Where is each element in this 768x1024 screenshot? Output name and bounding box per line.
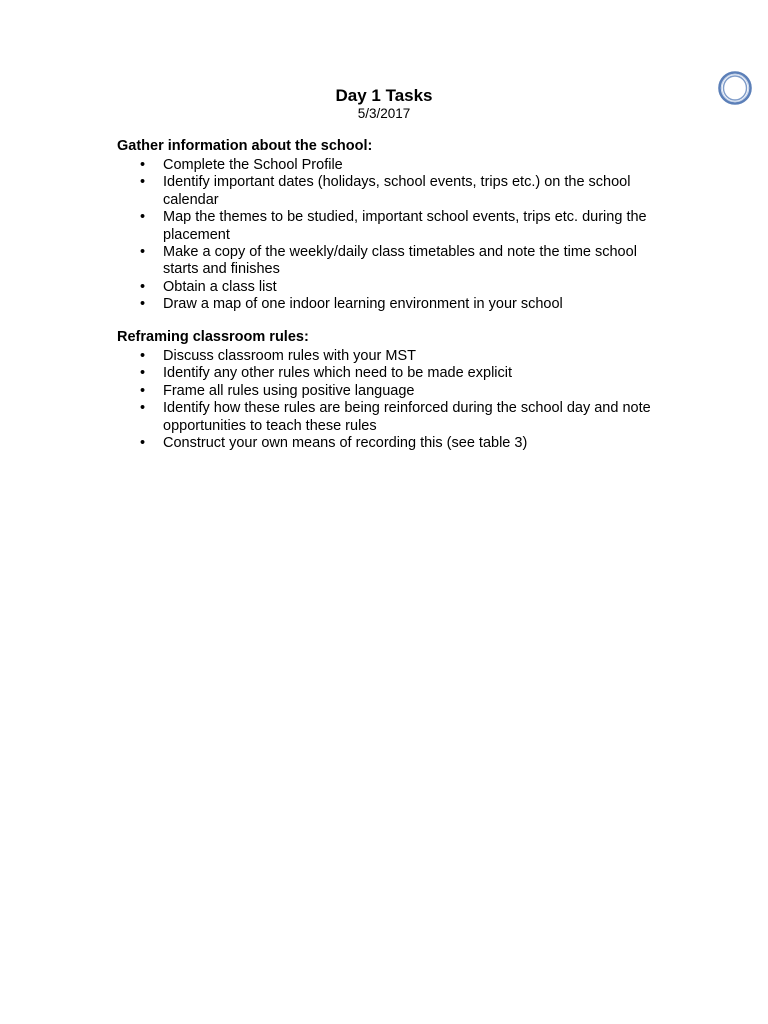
list-item-text: Frame all rules using positive language xyxy=(163,382,415,399)
list-item-text: Identify important dates (holidays, school events, trips etc.) on the school calendar xyxy=(163,174,631,208)
bullet: • xyxy=(140,348,146,364)
bullet: • xyxy=(140,400,146,417)
list-item-text: Identify how these rules are being reinforced during the school day and note opportunities to teach these rules xyxy=(163,400,651,434)
section-heading: Reframing classroom rules: xyxy=(117,329,309,345)
list-item xyxy=(117,279,663,296)
list-item xyxy=(117,296,663,313)
bullet: • xyxy=(140,157,146,173)
bullet: • xyxy=(140,365,146,382)
list-item xyxy=(117,157,663,174)
list-item-text: Map the themes to be studied, important school events, trips etc. during the placement xyxy=(163,209,647,243)
list-item xyxy=(117,365,663,382)
list-item xyxy=(117,209,663,244)
ring-icon xyxy=(717,70,753,106)
bullet: • xyxy=(140,382,146,399)
section-heading: Gather information about the school: xyxy=(117,138,373,154)
bullet: • xyxy=(140,435,146,452)
list-item xyxy=(117,244,663,279)
list-item xyxy=(117,348,663,365)
list-item xyxy=(117,400,663,435)
section-gather-information xyxy=(117,138,677,314)
task-list xyxy=(117,157,677,314)
list-item xyxy=(117,435,663,452)
document-date: 5/3/2017 xyxy=(357,106,411,121)
list-item-text: Obtain a class list xyxy=(163,278,277,295)
list-item-text: Make a copy of the weekly/daily class timetables and note the time school starts and finishes xyxy=(163,244,637,278)
bullet: • xyxy=(140,209,146,226)
list-item xyxy=(117,174,663,209)
list-item-text: Discuss classroom rules with your MST xyxy=(163,348,416,364)
list-item xyxy=(117,383,663,400)
bullet: • xyxy=(140,278,146,295)
bullet: • xyxy=(140,244,146,261)
list-item-text: Construct your own means of recording this (see table 3) xyxy=(163,435,528,452)
bullet: • xyxy=(140,296,146,313)
page-title: Day 1 Tasks xyxy=(335,86,433,105)
bullet: • xyxy=(140,174,146,191)
task-list xyxy=(117,348,677,452)
list-item-text: Complete the School Profile xyxy=(163,157,343,173)
list-item-text: Draw a map of one indoor learning environment in your school xyxy=(163,296,563,313)
list-item-text: Identify any other rules which need to be made explicit xyxy=(163,365,513,382)
section-reframing-rules xyxy=(117,329,677,452)
